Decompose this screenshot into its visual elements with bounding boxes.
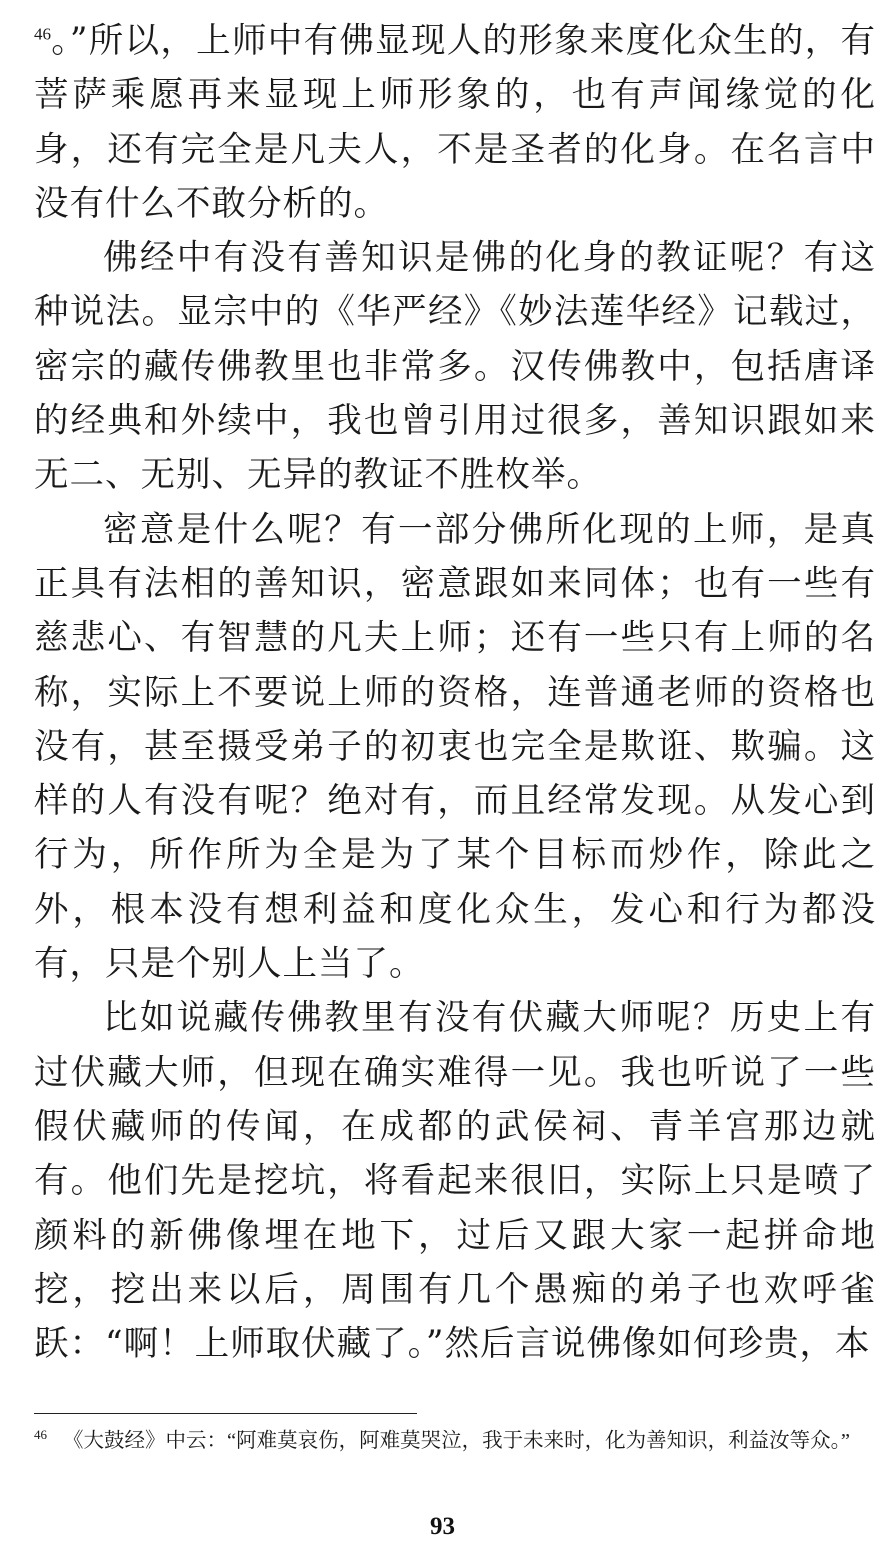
footnote-divider <box>34 1413 417 1414</box>
page-body <box>34 14 876 1371</box>
footnote-reference: 46 <box>34 24 51 44</box>
footnote-text: 《大鼓经》中云：“阿难莫哀伤，阿难莫哭泣，我于未来时，化为善知识，利益汝等众。” <box>63 1430 850 1452</box>
paragraph-1 <box>34 14 876 231</box>
paragraph-2: 佛经中有没有善知识是佛的化身的教证呢？有这种说法。显宗中的《华严经》《妙法莲华经》记载过，密宗的藏传佛教里也非常多。汉传佛教中，包括唐译的经典和外续中，我也曾引用过很多，善知识跟如来无二、无别、无异的教证不胜枚举。 <box>34 238 876 496</box>
main-text <box>34 14 876 1371</box>
paragraph-4: 比如说藏传佛教里有没有伏藏大师呢？历史上有过伏藏大师，但现在确实难得一见。我也听说了一些假伏藏师的传闻，在成都的武侯祠、青羊宫那边就有。他们先是挖坑，将看起来很旧，实际上只是喷了颜料的新佛像埋在地下，过后又跟大家一起拼命地挖，挖出来以后，周围有几个愚痴的弟子也欢呼雀跃：“啊！上师取伏藏了。”然后言说佛像如何珍贵，本 <box>34 998 876 1365</box>
footnote-number: 46 <box>34 1427 47 1443</box>
footnote <box>34 1426 876 1456</box>
paragraph-1-text: 。”所以，上师中有佛显现人的形象来度化众生的，有菩萨乘愿再来显现上师形象的，也有声闻缘觉的化身，还有完全是凡夫人，不是圣者的化身。在名言中没有什么不敢分析的。 <box>34 21 876 224</box>
page-number: 93 <box>430 1513 455 1540</box>
paragraph-3: 密意是什么呢？有一部分佛所化现的上师，是真正具有法相的善知识，密意跟如来同体；也有一些有慈悲心、有智慧的凡夫上师；还有一些只有上师的名称，实际上不要说上师的资格，连普通老师的资格也没有，甚至摄受弟子的初衷也完全是欺诳、欺骗。这样的人有没有呢？绝对有，而且经常发现。从发心到行为，所作所为全是为了某个目标而炒作，除此之外，根本没有想利益和度化众生，发心和行为都没有，只是个别人上当了。 <box>34 509 876 985</box>
